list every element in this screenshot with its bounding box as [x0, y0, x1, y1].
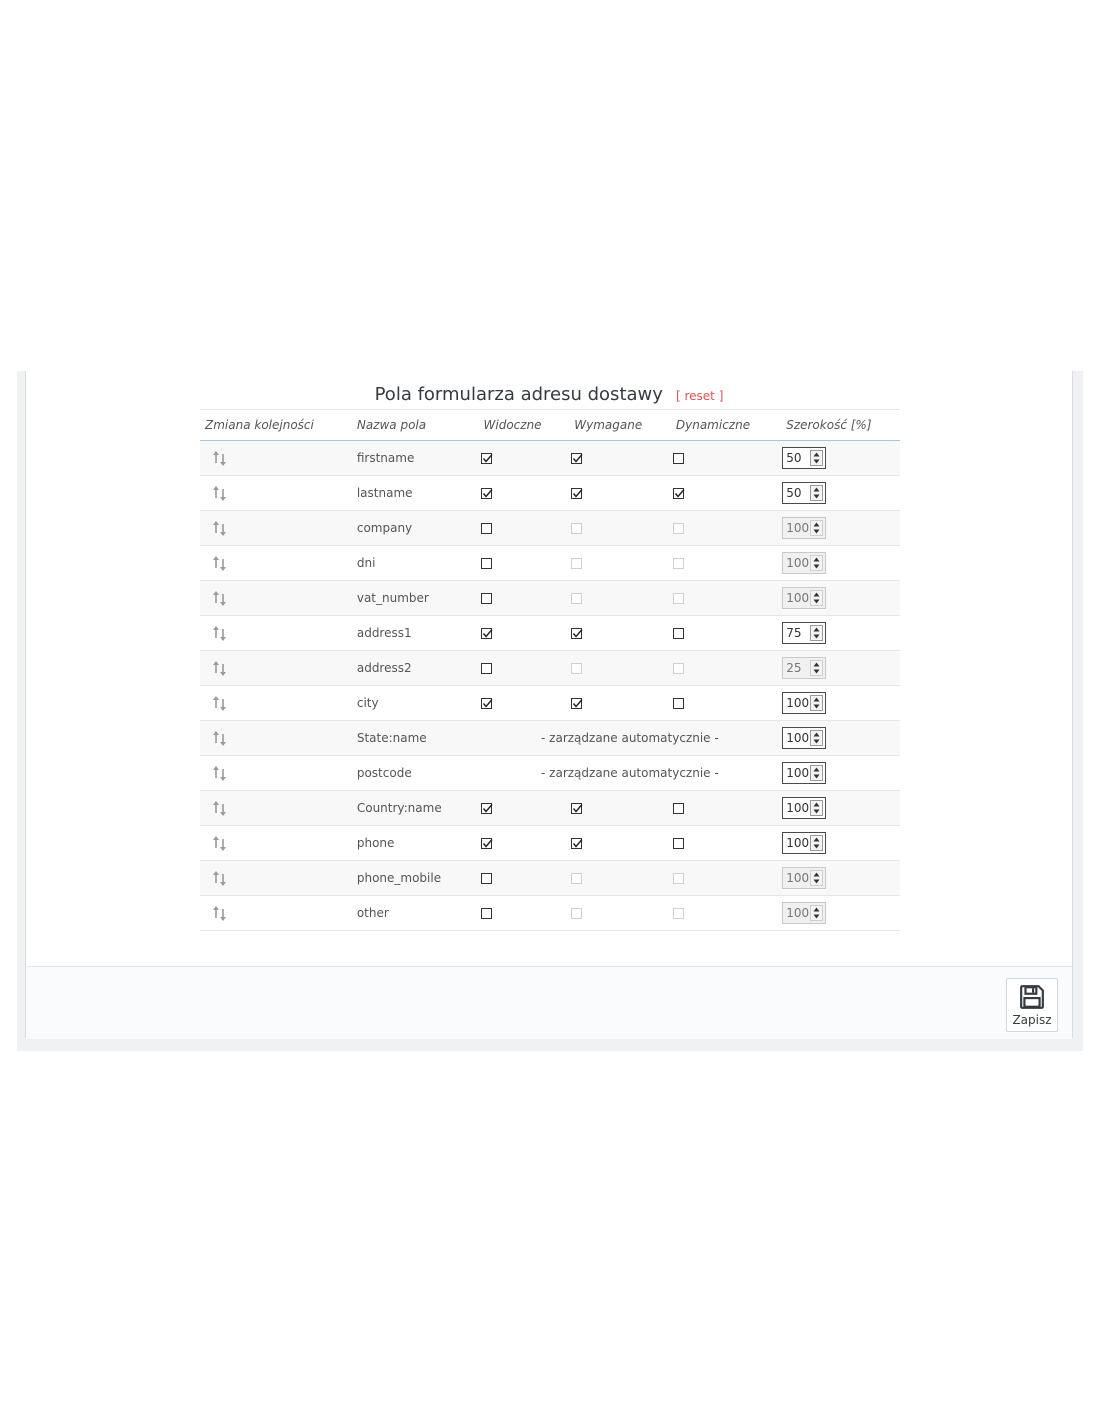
- visible-checkbox[interactable]: [481, 523, 492, 534]
- width-cell: [781, 511, 900, 546]
- spinner-down-icon: [811, 598, 822, 605]
- save-button[interactable]: [1006, 978, 1058, 1032]
- drag-handle-icon[interactable]: [212, 624, 228, 642]
- required-checkbox: [571, 593, 582, 604]
- width-value: 50: [786, 451, 802, 465]
- spinner-buttons: [810, 695, 823, 711]
- table-row: [200, 476, 900, 511]
- form-title: Pola formularza adresu dostawy: [374, 384, 663, 405]
- required-cell: [569, 651, 671, 686]
- dynamic-checkbox: [673, 873, 684, 884]
- dynamic-cell: [671, 686, 781, 721]
- dynamic-checkbox[interactable]: [673, 698, 684, 709]
- col-header-order: Zmiana kolejności: [200, 410, 351, 441]
- required-checkbox[interactable]: [571, 453, 582, 464]
- spinner-buttons: [810, 870, 823, 886]
- spinner-up-icon: [811, 906, 822, 913]
- width-cell: [781, 826, 900, 861]
- field-name: address1: [351, 616, 479, 651]
- dynamic-checkbox: [673, 908, 684, 919]
- col-header-dynamic: Dynamiczne: [671, 410, 781, 441]
- dynamic-checkbox: [673, 523, 684, 534]
- visible-cell: [479, 581, 570, 616]
- field-name: city: [351, 686, 479, 721]
- auto-managed-label: - zarządzane automatycznie -: [479, 721, 782, 756]
- spinner-up-icon: [811, 871, 822, 878]
- width-value: 100: [786, 906, 810, 920]
- table-row: [200, 791, 900, 826]
- visible-checkbox[interactable]: [481, 628, 492, 639]
- spinner-buttons: [810, 555, 823, 571]
- dynamic-checkbox[interactable]: [673, 803, 684, 814]
- visible-checkbox[interactable]: [481, 593, 492, 604]
- spinner-down-icon[interactable]: [811, 493, 822, 500]
- table-row: [200, 686, 900, 721]
- visible-cell: [479, 616, 570, 651]
- visible-cell: [479, 651, 570, 686]
- spinner-down-icon[interactable]: [811, 738, 822, 745]
- spinner-buttons: [810, 765, 823, 781]
- width-input: [782, 587, 826, 609]
- order-cell: [200, 791, 351, 826]
- col-header-width: Szerokość [%]: [781, 410, 900, 441]
- visible-checkbox[interactable]: [481, 838, 492, 849]
- dynamic-cell: [671, 651, 781, 686]
- width-value: 25: [786, 661, 802, 675]
- width-input: [782, 552, 826, 574]
- width-value: 100: [786, 766, 810, 780]
- field-name: dni: [351, 546, 479, 581]
- drag-handle-icon[interactable]: [212, 694, 228, 712]
- spinner-buttons: [810, 520, 823, 536]
- visible-cell: [479, 441, 570, 476]
- order-cell: [200, 441, 351, 476]
- form-header: [26, 384, 1072, 405]
- drag-handle-icon[interactable]: [212, 659, 228, 677]
- width-value: 100: [786, 836, 810, 850]
- spinner-up-icon: [811, 591, 822, 598]
- table-row: [200, 651, 900, 686]
- width-value: 100: [786, 801, 810, 815]
- width-input: [782, 517, 826, 539]
- width-input[interactable]: [782, 692, 826, 714]
- dynamic-cell: [671, 791, 781, 826]
- required-checkbox: [571, 558, 582, 569]
- width-input[interactable]: [782, 622, 826, 644]
- width-value: 100: [786, 871, 810, 885]
- visible-checkbox[interactable]: [481, 488, 492, 499]
- table-row: [200, 861, 900, 896]
- form-panel: [25, 371, 1073, 1038]
- spinner-down-icon[interactable]: [811, 703, 822, 710]
- field-name: firstname: [351, 441, 479, 476]
- spinner-buttons: [810, 590, 823, 606]
- spinner-buttons: [810, 450, 823, 466]
- order-cell: [200, 651, 351, 686]
- dynamic-cell: [671, 476, 781, 511]
- required-cell: [569, 476, 671, 511]
- order-cell: [200, 476, 351, 511]
- auto-managed-label: - zarządzane automatycznie -: [479, 756, 782, 791]
- drag-handle-icon[interactable]: [212, 869, 228, 887]
- table-row: [200, 546, 900, 581]
- spinner-up-icon[interactable]: [811, 451, 822, 458]
- dynamic-checkbox[interactable]: [673, 453, 684, 464]
- width-value: 100: [786, 696, 810, 710]
- dynamic-cell: [671, 441, 781, 476]
- width-input[interactable]: [782, 797, 826, 819]
- dynamic-cell: [671, 861, 781, 896]
- table-row: [200, 826, 900, 861]
- spinner-buttons: [810, 730, 823, 746]
- spinner-up-icon[interactable]: [811, 486, 822, 493]
- required-checkbox[interactable]: [571, 838, 582, 849]
- spinner-down-icon[interactable]: [811, 808, 822, 815]
- visible-checkbox[interactable]: [481, 663, 492, 674]
- spinner-down-icon: [811, 913, 822, 920]
- required-checkbox[interactable]: [571, 803, 582, 814]
- width-input: [782, 902, 826, 924]
- drag-handle-icon[interactable]: [212, 589, 228, 607]
- required-cell: [569, 791, 671, 826]
- width-cell: [781, 546, 900, 581]
- spinner-up-icon[interactable]: [811, 801, 822, 808]
- spinner-up-icon: [811, 521, 822, 528]
- order-cell: [200, 511, 351, 546]
- col-header-visible: Widoczne: [479, 410, 570, 441]
- spinner-buttons: [810, 485, 823, 501]
- drag-handle-icon[interactable]: [212, 834, 228, 852]
- required-cell: [569, 826, 671, 861]
- field-name: address2: [351, 651, 479, 686]
- order-cell: [200, 721, 351, 756]
- field-name: Country:name: [351, 791, 479, 826]
- table-row: [200, 616, 900, 651]
- drag-handle-icon[interactable]: [212, 904, 228, 922]
- spinner-down-icon: [811, 668, 822, 675]
- visible-checkbox[interactable]: [481, 803, 492, 814]
- order-cell: [200, 896, 351, 931]
- field-name: phone: [351, 826, 479, 861]
- required-checkbox: [571, 523, 582, 534]
- spinner-up-icon: [811, 556, 822, 563]
- width-cell: [781, 476, 900, 511]
- width-input[interactable]: [782, 832, 826, 854]
- visible-checkbox[interactable]: [481, 453, 492, 464]
- dynamic-checkbox: [673, 558, 684, 569]
- spinner-up-icon: [811, 661, 822, 668]
- spinner-up-icon[interactable]: [811, 836, 822, 843]
- visible-cell: [479, 686, 570, 721]
- width-input[interactable]: [782, 727, 826, 749]
- visible-checkbox[interactable]: [481, 698, 492, 709]
- required-checkbox: [571, 873, 582, 884]
- table-header-row: [200, 410, 900, 441]
- visible-cell: [479, 476, 570, 511]
- required-cell: [569, 686, 671, 721]
- dynamic-cell: [671, 581, 781, 616]
- visible-cell: [479, 826, 570, 861]
- order-cell: [200, 686, 351, 721]
- dynamic-cell: [671, 511, 781, 546]
- order-cell: [200, 861, 351, 896]
- table-row: [200, 441, 900, 476]
- spinner-buttons: [810, 905, 823, 921]
- order-cell: [200, 546, 351, 581]
- page-background: [17, 371, 1083, 1051]
- visible-cell: [479, 546, 570, 581]
- dynamic-checkbox[interactable]: [673, 488, 684, 499]
- table-row: [200, 896, 900, 931]
- dynamic-cell: [671, 616, 781, 651]
- width-cell: [781, 756, 900, 791]
- spinner-up-icon[interactable]: [811, 626, 822, 633]
- required-checkbox: [571, 908, 582, 919]
- spinner-up-icon[interactable]: [811, 731, 822, 738]
- required-cell: [569, 441, 671, 476]
- table-row: [200, 581, 900, 616]
- field-name: other: [351, 896, 479, 931]
- required-cell: [569, 581, 671, 616]
- width-input[interactable]: [782, 447, 826, 469]
- order-cell: [200, 616, 351, 651]
- width-cell: [781, 791, 900, 826]
- table-row: [200, 756, 900, 791]
- width-value: 100: [786, 521, 810, 535]
- required-checkbox[interactable]: [571, 488, 582, 499]
- width-input[interactable]: [782, 482, 826, 504]
- width-value: 100: [786, 556, 810, 570]
- required-cell: [569, 861, 671, 896]
- spinner-up-icon[interactable]: [811, 696, 822, 703]
- table-body: [200, 441, 900, 931]
- floppy-disk-icon: [1019, 984, 1045, 1010]
- drag-handle-icon[interactable]: [212, 799, 228, 817]
- drag-handle-icon[interactable]: [212, 449, 228, 467]
- spinner-down-icon: [811, 563, 822, 570]
- field-name: company: [351, 511, 479, 546]
- width-cell: [781, 441, 900, 476]
- spinner-down-icon[interactable]: [811, 633, 822, 640]
- width-input: [782, 657, 826, 679]
- field-name: postcode: [351, 756, 479, 791]
- table-row: [200, 721, 900, 756]
- required-checkbox: [571, 663, 582, 674]
- width-cell: [781, 581, 900, 616]
- drag-handle-icon[interactable]: [212, 519, 228, 537]
- width-value: 100: [786, 591, 810, 605]
- drag-handle-icon[interactable]: [212, 764, 228, 782]
- dynamic-checkbox[interactable]: [673, 838, 684, 849]
- required-cell: [569, 896, 671, 931]
- spinner-buttons: [810, 660, 823, 676]
- reset-link[interactable]: [ reset ]: [676, 389, 724, 403]
- visible-cell: [479, 511, 570, 546]
- col-header-name: Nazwa pola: [351, 410, 479, 441]
- spinner-down-icon: [811, 528, 822, 535]
- field-name: vat_number: [351, 581, 479, 616]
- order-cell: [200, 581, 351, 616]
- visible-checkbox[interactable]: [481, 873, 492, 884]
- width-input[interactable]: [782, 762, 826, 784]
- visible-cell: [479, 861, 570, 896]
- dynamic-checkbox[interactable]: [673, 628, 684, 639]
- dynamic-cell: [671, 896, 781, 931]
- visible-checkbox[interactable]: [481, 558, 492, 569]
- required-checkbox[interactable]: [571, 628, 582, 639]
- field-name: phone_mobile: [351, 861, 479, 896]
- dynamic-checkbox: [673, 663, 684, 674]
- spinner-buttons: [810, 835, 823, 851]
- address-fields-table: [200, 409, 900, 931]
- spinner-down-icon: [811, 878, 822, 885]
- width-cell: [781, 721, 900, 756]
- table-row: [200, 511, 900, 546]
- spinner-buttons: [810, 800, 823, 816]
- width-cell: [781, 651, 900, 686]
- field-name: State:name: [351, 721, 479, 756]
- width-value: 50: [786, 486, 802, 500]
- drag-handle-icon[interactable]: [212, 729, 228, 747]
- drag-handle-icon[interactable]: [212, 484, 228, 502]
- drag-handle-icon[interactable]: [212, 554, 228, 572]
- visible-cell: [479, 791, 570, 826]
- save-button-label: Zapisz: [1012, 1012, 1052, 1027]
- required-cell: [569, 616, 671, 651]
- width-cell: [781, 861, 900, 896]
- order-cell: [200, 756, 351, 791]
- dynamic-cell: [671, 546, 781, 581]
- order-cell: [200, 826, 351, 861]
- spinner-down-icon[interactable]: [811, 773, 822, 780]
- width-value: 100: [786, 731, 810, 745]
- col-header-required: Wymagane: [569, 410, 671, 441]
- required-cell: [569, 546, 671, 581]
- dynamic-checkbox: [673, 593, 684, 604]
- visible-checkbox[interactable]: [481, 908, 492, 919]
- spinner-down-icon[interactable]: [811, 843, 822, 850]
- panel-footer: [26, 966, 1072, 1039]
- required-checkbox[interactable]: [571, 698, 582, 709]
- field-name: lastname: [351, 476, 479, 511]
- required-cell: [569, 511, 671, 546]
- spinner-down-icon[interactable]: [811, 458, 822, 465]
- spinner-buttons: [810, 625, 823, 641]
- width-cell: [781, 616, 900, 651]
- width-input: [782, 867, 826, 889]
- width-cell: [781, 896, 900, 931]
- visible-cell: [479, 896, 570, 931]
- spinner-up-icon[interactable]: [811, 766, 822, 773]
- dynamic-cell: [671, 826, 781, 861]
- width-cell: [781, 686, 900, 721]
- width-value: 75: [786, 626, 802, 640]
